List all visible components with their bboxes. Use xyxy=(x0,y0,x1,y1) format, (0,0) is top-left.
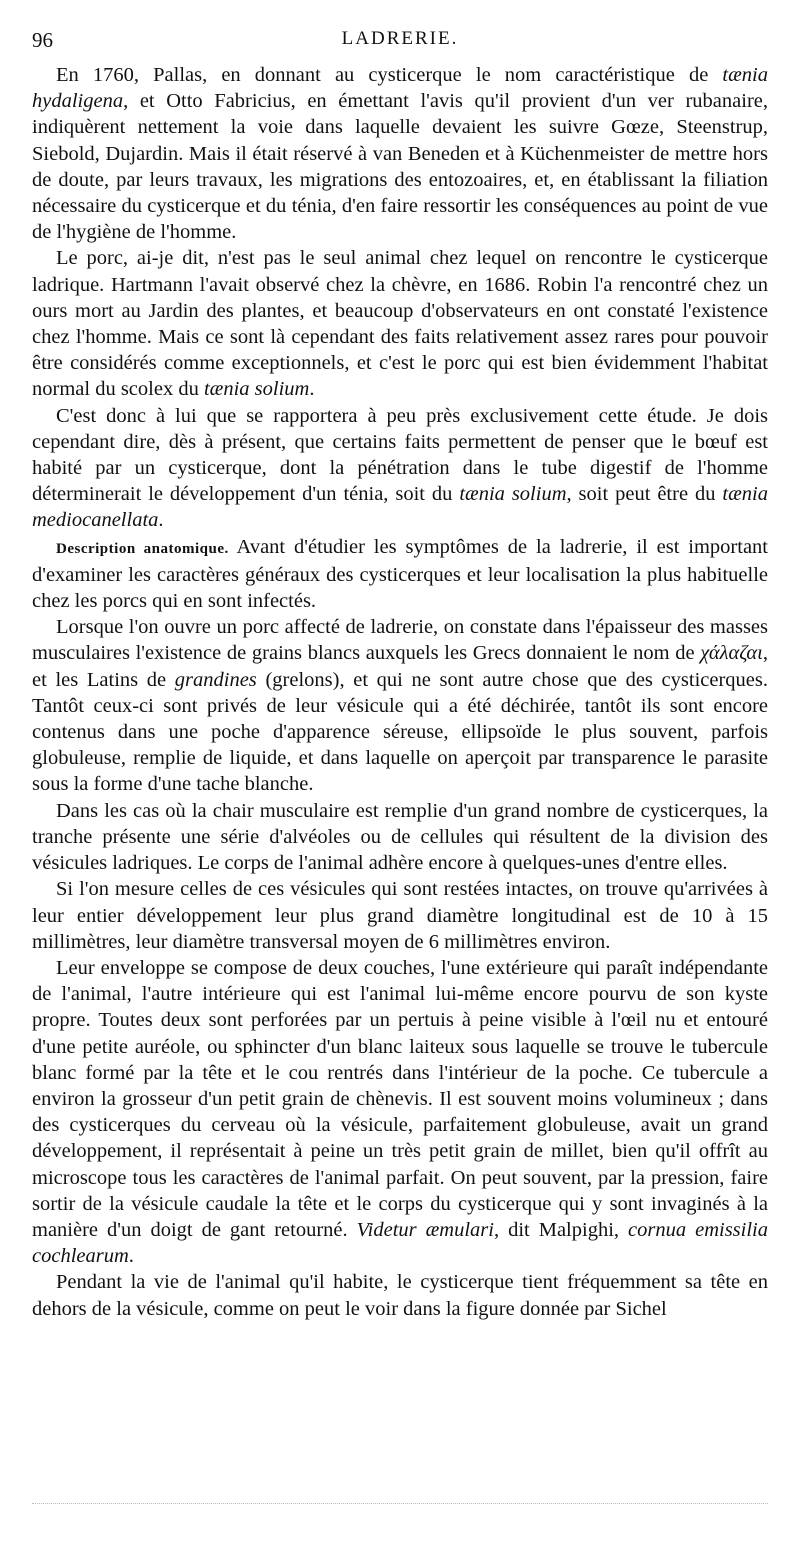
paragraph-9 xyxy=(32,1269,768,1321)
italic-term: tænia mediocanellata xyxy=(32,483,768,532)
text-run: Dans les cas où la chair musculaire est remplie d'un grand nombre de cysticerques, la tranche présente une série d'alvéoles ou de cellules qui résultent de la division des vésicules ladriques. Le corps de l'animal adhère encore à quelques-unes d'entre elles. xyxy=(32,799,768,875)
italic-term: tænia solium xyxy=(459,483,567,506)
paragraph-5 xyxy=(32,614,768,797)
paragraph-3 xyxy=(32,403,768,534)
running-title: LADRERIE. xyxy=(341,28,459,49)
text-run: , dit Malpighi, xyxy=(493,1218,629,1241)
text-run: Avant d'étudier les symptômes de la ladrerie, il est important d'examiner les caractères généraux des cysticerques et leur localisation la plus habituelle chez les porcs qui en sont infectés. xyxy=(32,535,769,613)
page-header xyxy=(32,28,768,62)
text-run: . xyxy=(158,509,164,532)
text-run: Lorsque l'on ouvre un porc affecté de ladrerie, on constate dans l'épaisseur des masses musculaires l'existence de grains blancs auxquels les Grecs donnaient le nom de xyxy=(32,616,768,665)
text-run: Pendant la vie de l'animal qu'il habite, le cysticerque tient fréquemment sa tête en dehors de la vésicule, comme on peut le voir dans la figure donnée par Sichel xyxy=(32,1271,768,1320)
page xyxy=(32,28,768,1322)
text-run: . xyxy=(309,378,315,401)
text-run: , soit peut être du xyxy=(566,483,723,506)
text-run: , et Otto Fabricius, en émettant l'avis qu'il provient d'un ver rubanaire, indiquèrent nettement la voie dans laquelle devaient les suivre Gœze, Steenstrup, Siebold, Dujardin. Mais il était réservé à van Beneden et à Küchenmeister de mettre hors de doute, par leurs travaux, les migrations des entozoaires, et, en établissant la filiation nécessaire du cysticerque et du ténia, d'en faire ressortir les conséquences au point de vue de l'hygiène de l'homme. xyxy=(32,90,768,244)
paragraph-6 xyxy=(32,798,768,877)
italic-term: grandines xyxy=(174,668,257,691)
page-number: 96 xyxy=(32,28,53,52)
italic-term: cornua emissilia cochlearum xyxy=(32,1218,768,1268)
italic-term: Videtur æmulari xyxy=(356,1218,494,1241)
section-heading: Description anatomique. xyxy=(56,540,229,557)
text-run: (grelons), et qui ne sont autre chose que des cysticerques. Tantôt ceux-ci sont privés de leur vésicule qui a été déchirée, tantôt ils sont encore contenus dans une poche d'apparence séreuse, ellipsoïde le plus souvent, parfois globuleuse, remplie de liquide, et dans laquelle on aperçoit par transparence le parasite sous la forme d'une tache blanche. xyxy=(32,668,768,796)
paragraph-4 xyxy=(32,534,768,615)
footer-rule xyxy=(32,1503,768,1504)
body-text xyxy=(32,62,768,1322)
paragraph-1 xyxy=(32,62,768,245)
text-run: , et les Latins de xyxy=(32,642,768,691)
paragraph-7 xyxy=(32,876,768,955)
text-run: Le porc, ai-je dit, n'est pas le seul animal chez lequel on rencontre le cysticerque ladrique. Hartmann l'avait observé chez la chèvre, en 1686. Robin l'a rencontré chez un ours mort au Jardin des plantes, et beaucoup d'observateurs en ont constaté l'existence chez l'homme. Mais ce sont là cependant des faits relativement assez rares pour pouvoir être considérés comme exceptionnels, et c'est le porc qui est bien évidemment l'habitat normal du scolex du xyxy=(32,247,768,401)
text-run: C'est donc à lui que se rapportera à peu près exclusivement cette étude. Je dois cependant dire, dès à présent, que certains faits permettent de penser que le bœuf est habité par un cysticerque, dont la pénétration dans le tube digestif de l'homme déterminerait le développement d'un ténia, soit du xyxy=(32,404,768,506)
text-run: Si l'on mesure celles de ces vésicules qui sont restées intactes, on trouve qu'arrivées à leur entier développement leur plus grand diamètre longitudinal est de 10 à 15 millimètres, leur diamètre transversal moyen de 6 millimètres environ. xyxy=(32,878,768,953)
text-run: En 1760, Pallas, en donnant au cysticerque le nom caractéristique de xyxy=(56,64,723,86)
italic-term: tænia hydaligena xyxy=(32,64,768,113)
text-run: . xyxy=(128,1245,134,1268)
text-run: Leur enveloppe se compose de deux couches, l'une extérieure qui paraît indépendante de l'animal, l'autre intérieure qui est l'animal lui-même encore pourvu de son kyste propre. Toutes deux sont perforées par un pertuis à peine visible à l'œil nu et entouré d'une petite auréole, ou sphincter d'un blanc laiteux sous laquelle se trouve le tubercule blanc formé par la tête et le cou rentrés dans l'intérieur de la poche. Ce tubercule a environ la grosseur d'un petit grain de chènevis. Il est souvent moins volumineux ; dans des cysticerques du cerveau où la vésicule, parfaitement globuleuse, avait un grand développement, il représentait à peine un très petit grain de millet, bien qu'il offrît au microscope tous les caractères de l'animal parfait. On peut souvent, par la pression, faire sortir de la vésicule caudale la tête et le corps du cysticerque qui y sont invaginés à la manière d'un doigt de gant retourné. xyxy=(32,956,768,1241)
paragraph-8 xyxy=(32,955,768,1269)
italic-term: tænia solium xyxy=(203,378,310,401)
paragraph-2 xyxy=(32,245,768,402)
greek-term: χάλαζαι xyxy=(700,642,763,665)
